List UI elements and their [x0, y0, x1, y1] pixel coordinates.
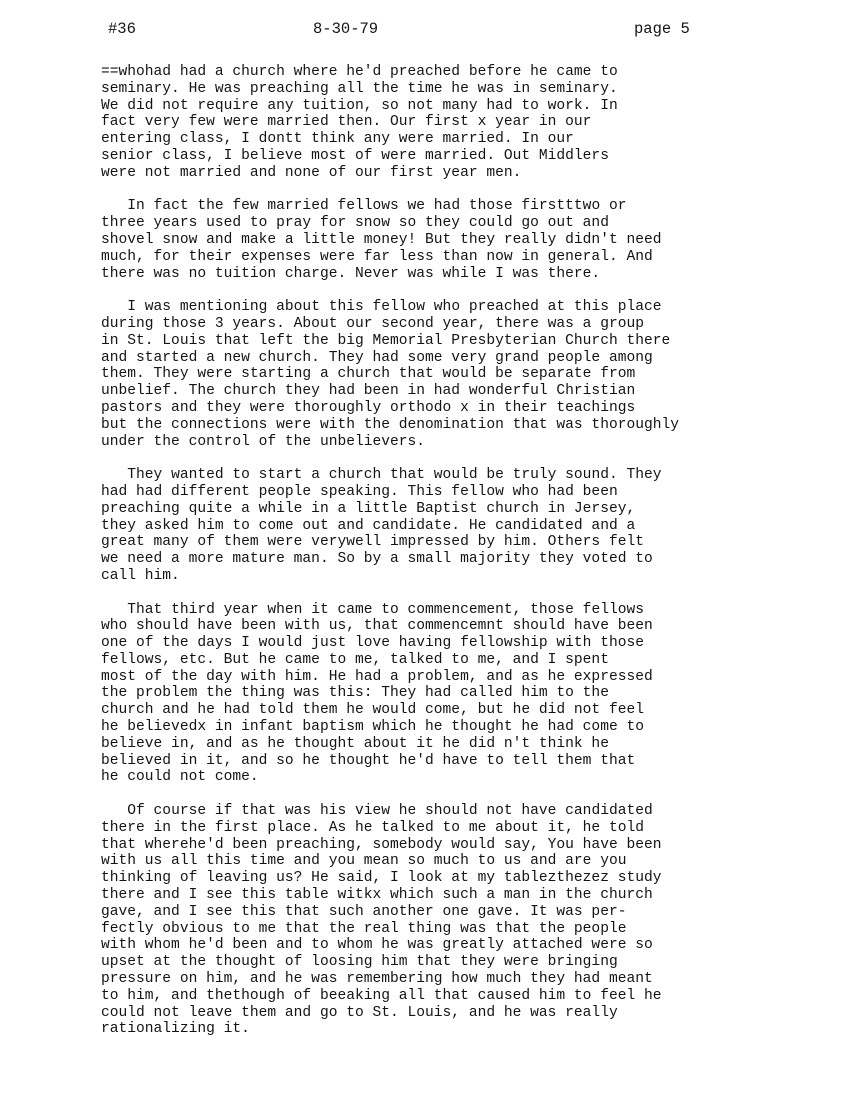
document-number: #36 — [108, 20, 136, 38]
page-header — [0, 20, 849, 42]
paragraph: Of course if that was his view he should not have candidated there in the first place. As he talked to me about it, he told that wherehe'd been preaching, somebody would say, You have been with us all this time and you mean so much to us and are you thinking of leaving us? He said, I look at my tablezthezez study there and I see this table witkx which such a man in the church gave, and I see this that such another one gave. It was per- fectly obvious to me that the real thing was that the people with whom he'd been and to whom he was greatly attached were so upset at the thought of loosing him that they were bringing pressure on him, and he was remembering how much they had meant to him, and thethough of beeaking all that caused him to feel he could not leave them and go to St. Louis, and he was really rationalizing it. — [101, 803, 662, 1038]
paragraph: I was mentioning about this fellow who preached at this place during those 3 years. About our second year, there was a group in St. Louis that left the big Memorial Presbyterian Church there and started a new church. They had some very grand people among them. They were starting a church that would be separate from unbelief. The church they had been in had wonderful Christian pastors and they were thoroughly orthodo x in their teachings but the connections were with the denomination that was thoroughly under the control of the unbelievers. — [101, 299, 680, 450]
paragraph: In fact the few married fellows we had those firstttwo or three years used to pray for snow so they could go out and shovel snow and make a little money! But they really didn't need much, for their expenses were far less than now in general. And there was no tuition charge. Never was while I was there. — [101, 198, 662, 282]
document-date: 8-30-79 — [313, 20, 379, 38]
paragraph: They wanted to start a church that would be truly sound. They had had different people speaking. This fellow who had been preaching quite a while in a little Baptist church in Jersey, they asked him to come out and candidate. He candidated and a great many of them were verywell impressed by him. Others felt we need a more mature man. So by a small majority they voted to call him. — [101, 467, 662, 584]
paragraph: That third year when it came to commencement, those fellows who should have been with us, that commencemnt should have been one of the days I would just love having fellowship with those fellows, etc. But he came to me, talked to me, and I spent most of the day with him. He had a problem, and as he expressed the problem the thing was this: They had called him to the church and he had told them he would come, but he did not feel he believedx in infant baptism which he thought he had come to believe in, and as he thought about it he did n't think he believed in it, and so he thought he'd have to tell them that he could not come. — [101, 601, 653, 786]
page-number: page 5 — [634, 20, 690, 38]
document-body — [101, 64, 801, 1038]
paragraph: ==whohad had a church where he'd preached before he came to seminary. He was preaching all the time he was in seminary. We did not require any tuition, so not many had to work. In fact very few were married then. Our first x year in our entering class, I dontt think any were married. In our senior class, I believe most of were married. Out Middlers were not married and none of our first year men. — [101, 64, 618, 181]
